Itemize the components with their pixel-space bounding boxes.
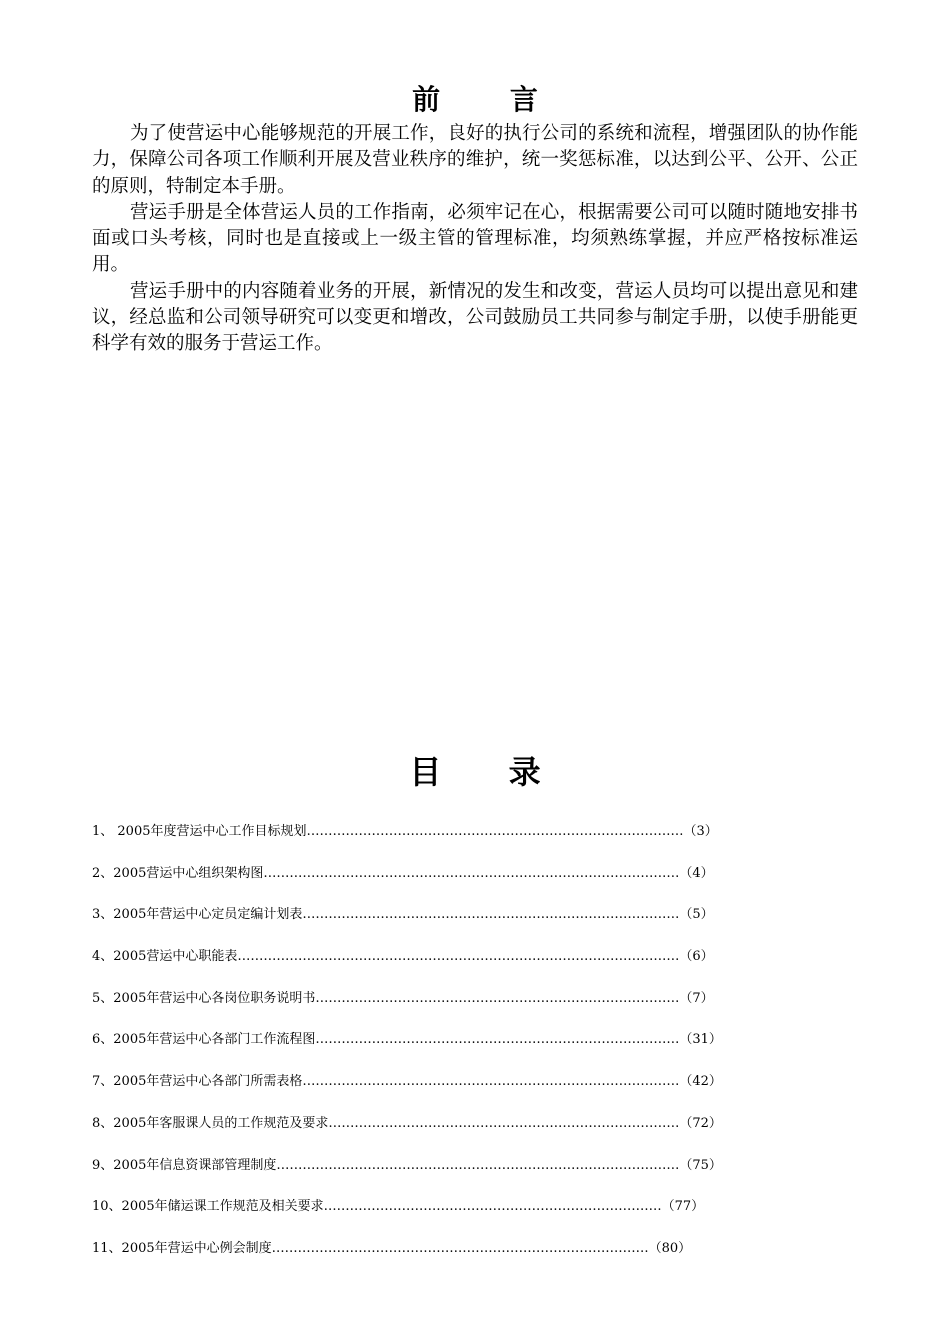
toc-entry-dots: ……………………………………………………………………………: [302, 907, 680, 923]
preface-paragraph: 营运手册是全体营运人员的工作指南，必须牢记在心，根据需要公司可以随时随地安排书面或口头考核，同时也是直接或上一级主管的管理标准，均须熟练掌握，并应严格按标准运用。: [92, 201, 858, 276]
preface-body: [92, 121, 858, 358]
toc-entry-label: 3、2005年营运中心定员定编计划表: [92, 907, 303, 923]
toc-entry[interactable]: [92, 859, 858, 901]
toc-entry-page: （75）: [679, 1157, 722, 1173]
toc-entry-dots: …………………………………………………………………………: [315, 990, 680, 1006]
toc-entry-dots: ……………………………………………………………………………………: [263, 865, 680, 881]
toc-entry-page: （72）: [679, 1115, 722, 1131]
toc-entry-label: 10、2005年储运课工作规范及相关要求: [92, 1199, 324, 1215]
toc-entry-label: 6、2005年营运中心各部门工作流程图: [92, 1032, 316, 1048]
toc-entry-dots: …………………………………………………………………………: [315, 1032, 680, 1048]
toc-entry[interactable]: [92, 1025, 858, 1067]
preface-paragraph: 为了使营运中心能够规范的开展工作，良好的执行公司的系统和流程，增强团队的协作能力，保障公司各项工作顺利开展及营业秩序的维护，统一奖惩标准，以达到公平、公开、公正的原则，特制定本手册。: [92, 123, 858, 197]
toc-entry-dots: ……………………………………………………………………………: [306, 824, 684, 839]
toc-title: 目 录: [409, 753, 569, 791]
toc-entry-page: （80）: [648, 1240, 692, 1256]
toc-entry-label: 7、2005年营运中心各部门所需表格: [92, 1074, 303, 1090]
toc-entry-page: （5）: [679, 907, 714, 923]
toc-entry-label: 4、2005营运中心职能表: [92, 949, 238, 965]
toc-entry-dots: ……………………………………………………………………: [323, 1199, 662, 1215]
toc-entry[interactable]: [92, 1151, 858, 1193]
toc-entry[interactable]: [92, 942, 858, 984]
toc-entry-label: 1、 2005年度营运中心工作目标规划: [92, 824, 307, 839]
toc-entry-label: 11、2005年营运中心例会制度: [92, 1240, 272, 1256]
toc-entry[interactable]: [92, 1109, 858, 1151]
toc-entry-page: （6）: [679, 949, 714, 965]
toc-entry-page: （7）: [679, 990, 714, 1006]
toc-entry-label: 8、2005年客服课人员的工作规范及要求: [92, 1115, 329, 1131]
toc-list: [92, 817, 858, 1276]
toc-entry-page: （3）: [683, 824, 718, 839]
toc-entry-label: 5、2005年营运中心各岗位职务说明书: [92, 990, 316, 1006]
toc-entry-dots: ………………………………………………………………………: [328, 1115, 680, 1131]
toc-entry[interactable]: [92, 1067, 858, 1109]
toc-entry-dots: …………………………………………………………………………………: [276, 1157, 680, 1173]
toc-entry-page: （4）: [679, 865, 714, 881]
toc-entry[interactable]: [92, 817, 858, 859]
toc-entry-label: 2、2005营运中心组织架构图: [92, 865, 264, 881]
toc-entry-label: 9、2005年信息资课部管理制度: [92, 1157, 277, 1173]
preface-paragraph: 营运手册中的内容随着业务的开展，新情况的发生和改变，营运人员均可以提出意见和建议，经总监和公司领导研究可以变更和增改，公司鼓励员工共同参与制定手册，以使手册能更科学有效的服务于营运工作。: [92, 280, 858, 355]
toc-entry-page: （77）: [661, 1199, 705, 1215]
toc-entry-dots: ……………………………………………………………………………: [271, 1240, 649, 1256]
toc-entry-page: （42）: [679, 1074, 722, 1090]
toc-entry-dots: ……………………………………………………………………………: [302, 1074, 680, 1090]
toc-entry[interactable]: [92, 1234, 858, 1276]
preface-title: 前 言: [412, 83, 568, 116]
toc-entry[interactable]: [92, 1192, 858, 1234]
toc-entry[interactable]: [92, 984, 858, 1026]
toc-entry-page: （31）: [679, 1032, 722, 1048]
toc-entry[interactable]: [92, 900, 858, 942]
toc-entry-dots: …………………………………………………………………………………………: [237, 949, 680, 965]
